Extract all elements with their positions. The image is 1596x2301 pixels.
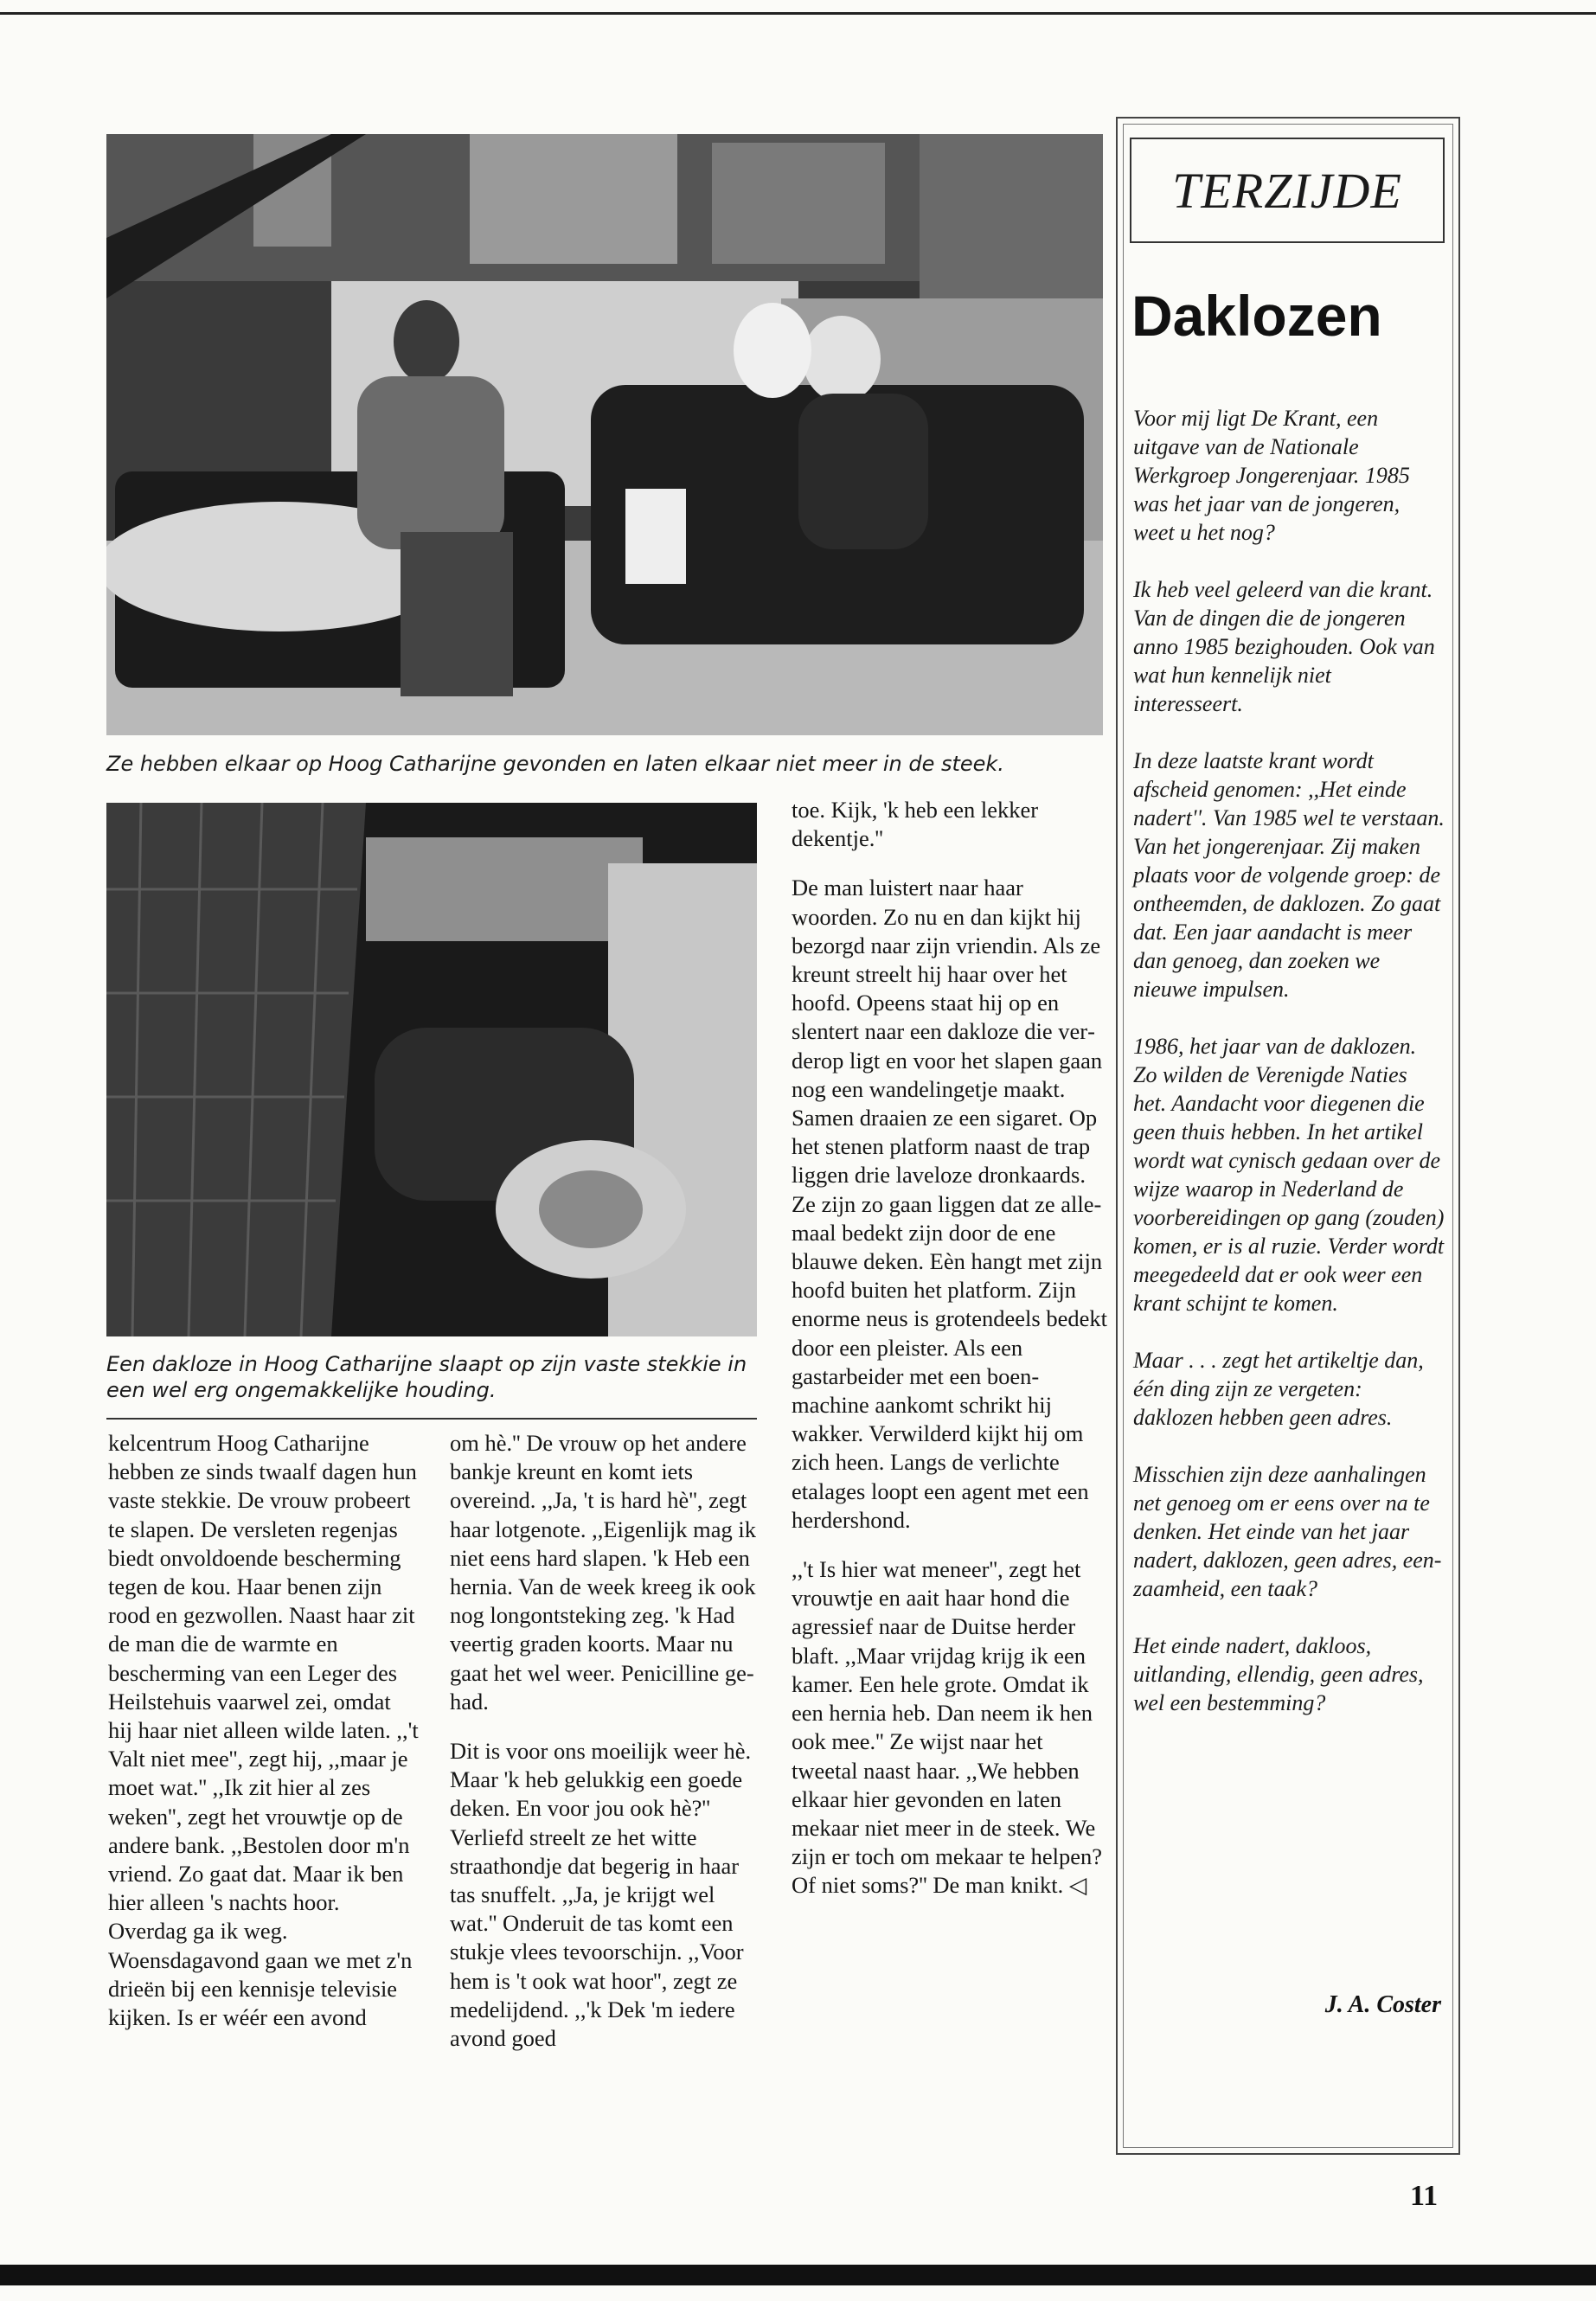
sidebar-paragraph: 1986, het jaar van de daklozen. Zo wilden de Verenigde Naties het. Aandacht voor diegenen die geen thuis hebben. In het artikel wordt wat cynisch gedaan over de wijze waarop in Nederland de voorbereidingen op gang (zouden) komen, er is al ruzie. Verder wordt meegedeeld dat er ook weer een krant schijnt te komen.: [1133, 1034, 1445, 1316]
article-paragraph: toe. Kijk, 'k heb een lekker dekentje.'': [792, 797, 1039, 852]
article-paragraph: Dit is voor ons moeilijk weer hè. Maar 'k heb gelukkig een goede deken. En voor jou ook hè?'' Verliefd streelt ze het witte straathondje dat begerig in haar tas snuffelt. ,,Ja, je krijgt wel wat.'' Onderuit de tas komt een stukje vlees tevoorschijn. ,,Voor hem is 't ook wat hoor'', zegt ze medelijdend. ,,'k Dek 'm iedere avond goed: [450, 1738, 752, 2052]
sidebar-paragraph: Voor mij ligt De Krant, een uitgave van de Nationale Werkgroep Jongerenjaar. 1985 was het jaar van de jongeren, weet u het nog?: [1133, 406, 1410, 545]
sidebar-body: [1133, 404, 1445, 1746]
article-column-3: [792, 796, 1107, 1900]
article-column-1: [108, 1429, 420, 2032]
article-column-2: [450, 1429, 760, 2053]
sidebar-title: Daklozen: [1131, 284, 1382, 348]
sidebar-paragraph: Ik heb veel geleerd van die krant. Van de dingen die de jongeren anno 1985 bezighouden. Ook van wat hun kennelijk niet interesseert.: [1133, 577, 1435, 716]
page-number: 11: [1410, 2180, 1439, 2212]
article-paragraph: om hè.'' De vrouw op het andere bankje kreunt en komt iets overeind. ,,Ja, 't is hard hè'', zegt haar lotgenote. ,,Eigenlijk mag ik niet eens hard slapen. 'k Heb een hernia. Van de week kreeg ik ook nog longontsteking zeg. 'k Had veertig graden koorts. Maar nu gaat het wel weer. Penicilline gehad.: [450, 1430, 756, 1715]
sidebar-terzijde: [1116, 117, 1460, 2155]
photo-top-caption: Ze hebben elkaar op Hoog Catharijne gevonden en laten elkaar niet meer in de steek.: [106, 752, 1004, 776]
sidebar-paragraph: Maar . . . zegt het artikeltje dan, één ding zijn ze vergeten: daklozen hebben geen adres.: [1133, 1348, 1424, 1430]
sidebar-paragraph: Het einde nadert, dakloos, uitlanding, ellendig, geen adres, wel een bestemming?: [1133, 1633, 1424, 1715]
article-paragraph: kelcentrum Hoog Catharijne hebben ze sinds twaalf dagen hun vaste stekkie. De vrouw probeert te slapen. De versleten regenjas biedt onvoldoende bescherming tegen de kou. Haar benen zijn rood en gezwollen. Naast haar zit de man die de warmte en bescherming van een Leger des Heilstehuis vaarwel zei, omdat hij haar niet alleen wilde laten. ,,'t Valt niet mee'', zegt hij, ,,maar je moet wat.'' ,,Ik zit hier al zes weken'', zegt het vrouwtje op de andere bank. ,,Bestolen door m'n vriend. Zo gaat dat. Maar ik ben hier alleen 's nachts hoor. Overdag ga ik weg. Woensdagavond gaan we met z'n drieën bij een kennisje televisie kijken. Is er wéér een avond: [108, 1430, 419, 2031]
article-paragraph: De man luistert naar haar woorden. Zo nu en dan kijkt hij bezorgd naar zijn vriendin. Als ze kreunt streelt hij haar over het hoofd. Opeens staat hij op en slentert naar een dakloze die verderop ligt en voor het slapen gaan nog een wandelingetje maakt. Samen draaien ze een sigaret. Op het stenen platform naast de trap liggen drie laveloze dronkaards. Ze zijn zo gaan liggen dat ze allemaal bedekt zijn door de ene blauwe deken. Eèn hangt met zijn hoofd buiten het platform. Zijn enorme neus is grotendeels bedekt door een pleister. Als een gastarbeider met een boenmachine aankomt schrikt hij wakker. Verwilderd kijkt hij om zich heen. Langs de verlichte etalages loopt een agent met een herdershond.: [792, 875, 1107, 1533]
article-paragraph: ,,'t Is hier wat meneer'', zegt het vrouwtje en aait haar hond die agressief naar de Duitse herder blaft. ,,Maar vrijdag krijg ik een kamer. Een hele grote. Omdat ik een hernia heb. Dan neem ik hen ook mee.'' Ze wijst naar het tweetal naast haar. ,,We hebben elkaar hier gevonden en laten mekaar niet meer in de steek. We zijn er toch om mekaar te helpen? Of niet soms?'' De man knikt. ◁: [792, 1556, 1103, 1899]
top-rule: [0, 12, 1596, 15]
sidebar-paragraph: Misschien zijn deze aanhalingen net genoeg om er eens over na te denken. Het einde van het jaar nadert, daklozen, geen adres, eenzaamheid, een taak?: [1133, 1462, 1442, 1601]
section-label-box: [1130, 138, 1445, 243]
photo-sleeping-homeless: [106, 803, 757, 1336]
bottom-rule: [0, 2265, 1596, 2285]
sidebar-author: J. A. Coster: [1324, 1991, 1441, 2018]
photo-couple-on-bench: [106, 134, 1103, 735]
photo-bottom-caption: Een dakloze in Hoog Catharijne slaapt op zijn vaste stekkie in een wel erg ongemakkelijke houding.: [106, 1352, 747, 1402]
sidebar-paragraph: In deze laatste krant wordt afscheid genomen: ,,Het einde nadert''. Van 1985 wel te verstaan. Van het jongerenjaar. Zij maken plaats voor de volgende groep: de ontheemden, de daklozen. Zo gaat dat. Een jaar aandacht is meer dan genoeg, dan zoeken we nieuwe impulsen.: [1133, 748, 1445, 1002]
column-rule: [106, 1418, 757, 1420]
section-label: TERZIJDE: [1172, 162, 1402, 219]
